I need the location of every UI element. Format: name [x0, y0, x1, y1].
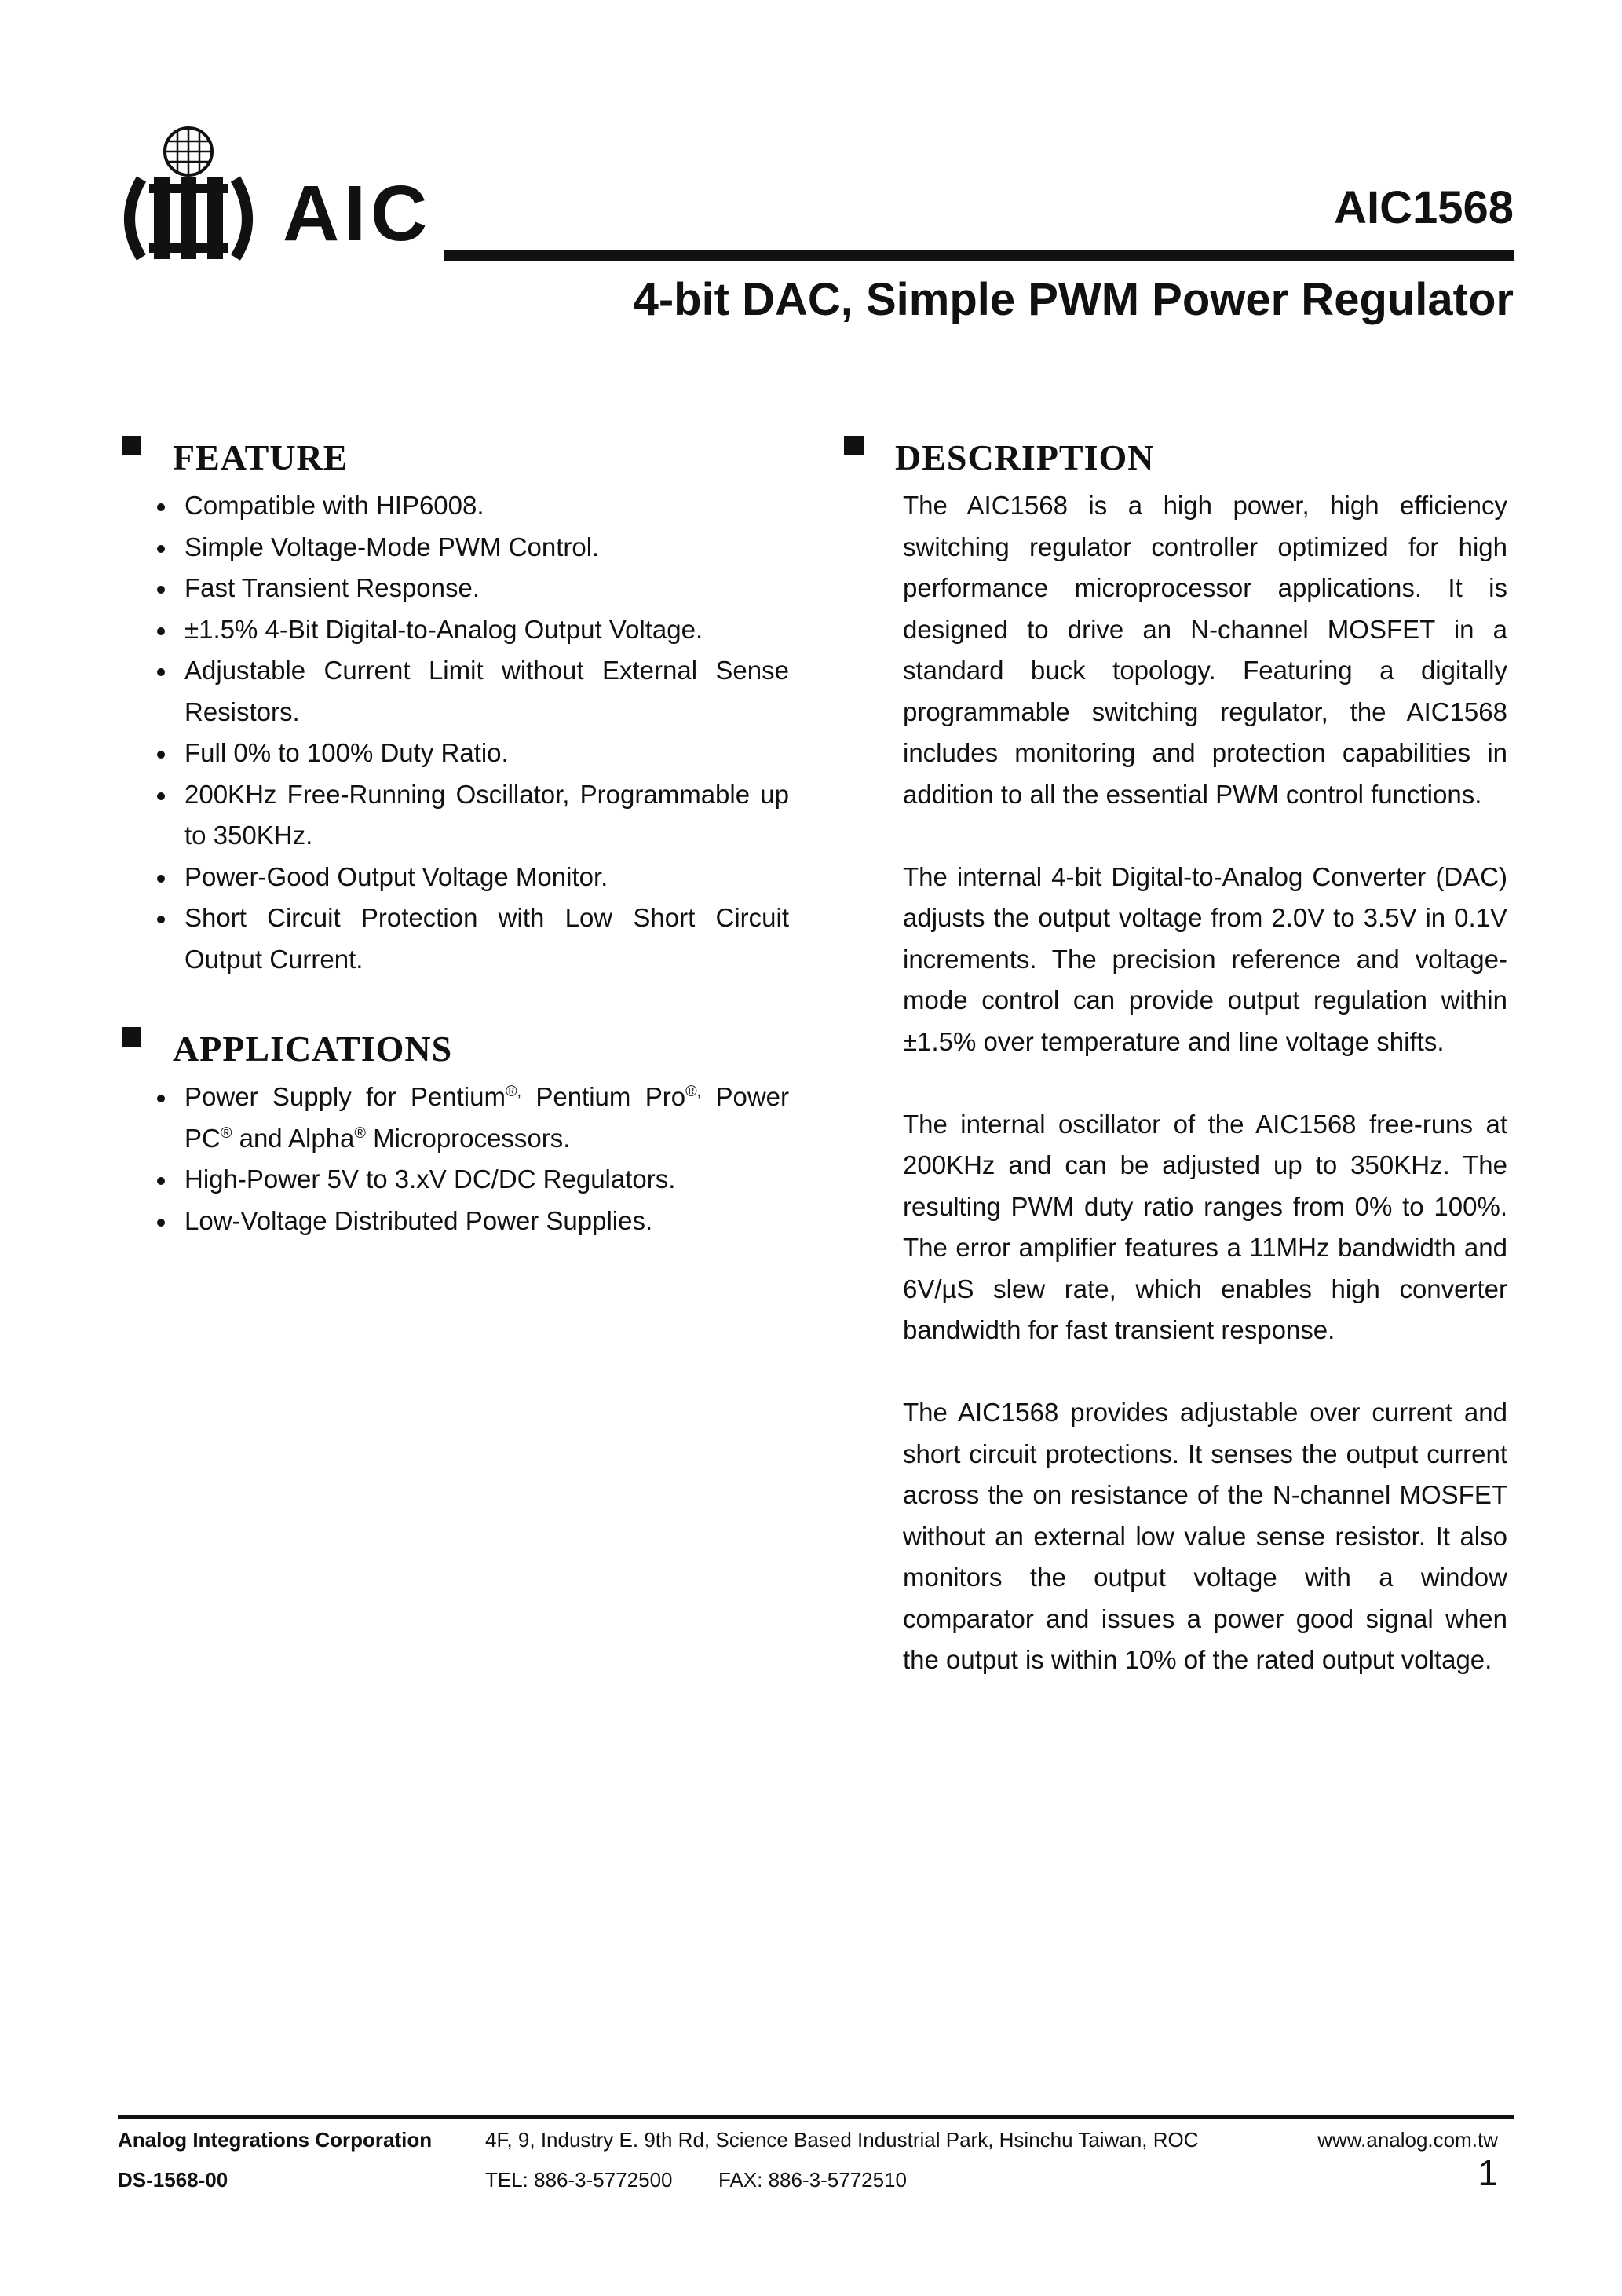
footer-website-link[interactable]: www.analog.com.tw	[1317, 2128, 1498, 2152]
footer-divider	[118, 2115, 1514, 2119]
list-item	[122, 1077, 789, 1159]
app-text: Power PC	[184, 1082, 790, 1153]
app-text: Microprocessors.	[365, 1123, 571, 1153]
feature-section	[122, 432, 789, 980]
app-text: and Alpha	[232, 1123, 355, 1153]
description-heading-row	[844, 432, 1507, 476]
description-body	[844, 485, 1507, 1681]
list-item: Low-Voltage Distributed Power Supplies.	[122, 1201, 789, 1242]
list-item: 200KHz Free-Running Oscillator, Programmable up to 350KHz.	[122, 774, 789, 857]
section-square-icon	[122, 1027, 141, 1047]
description-section	[844, 432, 1507, 1722]
description-paragraph: The AIC1568 is a high power, high efficiency switching regulator controller optimized for high performance microprocessor applications. It is designed to drive an N-channel MOSFET in a standard buck topology. Featuring a digitally programmable switching regulator, the AIC1568 includes monitoring and protection capabilities in addition to all the essential PWM control functions.	[903, 491, 1507, 809]
description-heading: DESCRIPTION	[895, 437, 1155, 477]
list-item: Compatible with HIP6008.	[122, 485, 789, 527]
feature-heading: FEATURE	[173, 437, 349, 477]
section-square-icon	[122, 436, 141, 455]
footer-tel: TEL: 886-3-5772500	[485, 2168, 673, 2192]
list-item: Power-Good Output Voltage Monitor.	[122, 857, 789, 898]
logo-wordmark: AIC	[283, 170, 433, 258]
description-paragraph: The internal oscillator of the AIC1568 free-runs at 200KHz and can be adjusted up to 350KHz. The resulting PWM duty ratio ranges from 0% to 100%. The error amplifier features a 11MHz bandwidth and 6V/µS slew rate, which enables high converter bandwidth for fast transient response.	[903, 1109, 1507, 1344]
registered-mark: ®,	[505, 1083, 522, 1100]
footer-address: 4F, 9, Industry E. 9th Rd, Science Based Industrial Park, Hsinchu Taiwan, ROC	[485, 2128, 1199, 2152]
section-square-icon	[844, 436, 864, 455]
applications-heading: APPLICATIONS	[173, 1029, 453, 1069]
applications-section	[122, 1023, 789, 1241]
page-title: 4-bit DAC, Simple PWM Power Regulator	[633, 274, 1514, 325]
list-item: ±1.5% 4-Bit Digital-to-Analog Output Voltage.	[122, 609, 789, 651]
header-divider	[444, 250, 1514, 261]
page-number: 1	[1478, 2152, 1498, 2193]
list-item: Short Circuit Protection with Low Short Circuit Output Current.	[122, 898, 789, 980]
description-paragraph: The AIC1568 provides adjustable over current and short circuit protections. It senses the output current across the on resistance of the N-channel MOSFET without an external low value sense resistor. It also monitors the output voltage with a window comparator and issues a power good signal when the output is within 10% of the rated output voltage.	[903, 1398, 1507, 1674]
registered-mark: ®,	[685, 1083, 702, 1100]
description-paragraph: The internal 4-bit Digital-to-Analog Converter (DAC) adjusts the output voltage from 2.0V to 3.5V in 0.1V increments. The precision reference and voltage-mode control can provide output regulation within ±1.5% over temperature and line voltage shifts.	[903, 861, 1507, 1056]
footer-company: Analog Integrations Corporation	[118, 2128, 433, 2152]
footer-doc-number: DS-1568-00	[118, 2168, 228, 2192]
list-item: Fast Transient Response.	[122, 568, 789, 609]
part-number: AIC1568	[1334, 182, 1514, 233]
list-item: Simple Voltage-Mode PWM Control.	[122, 527, 789, 569]
footer-fax: FAX: 886-3-5772510	[718, 2168, 907, 2192]
app-text: Pentium Pro	[521, 1082, 686, 1111]
app-text: Power Supply for Pentium	[184, 1082, 506, 1111]
list-item: Full 0% to 100% Duty Ratio.	[122, 733, 789, 774]
registered-mark: ®	[220, 1124, 232, 1142]
applications-heading-row	[122, 1023, 789, 1067]
list-item: Adjustable Current Limit without External Sense Resistors.	[122, 650, 789, 733]
feature-list	[122, 485, 789, 980]
feature-heading-row	[122, 432, 789, 476]
list-item: High-Power 5V to 3.xV DC/DC Regulators.	[122, 1159, 789, 1201]
registered-mark: ®	[354, 1124, 366, 1142]
applications-list	[122, 1077, 789, 1241]
